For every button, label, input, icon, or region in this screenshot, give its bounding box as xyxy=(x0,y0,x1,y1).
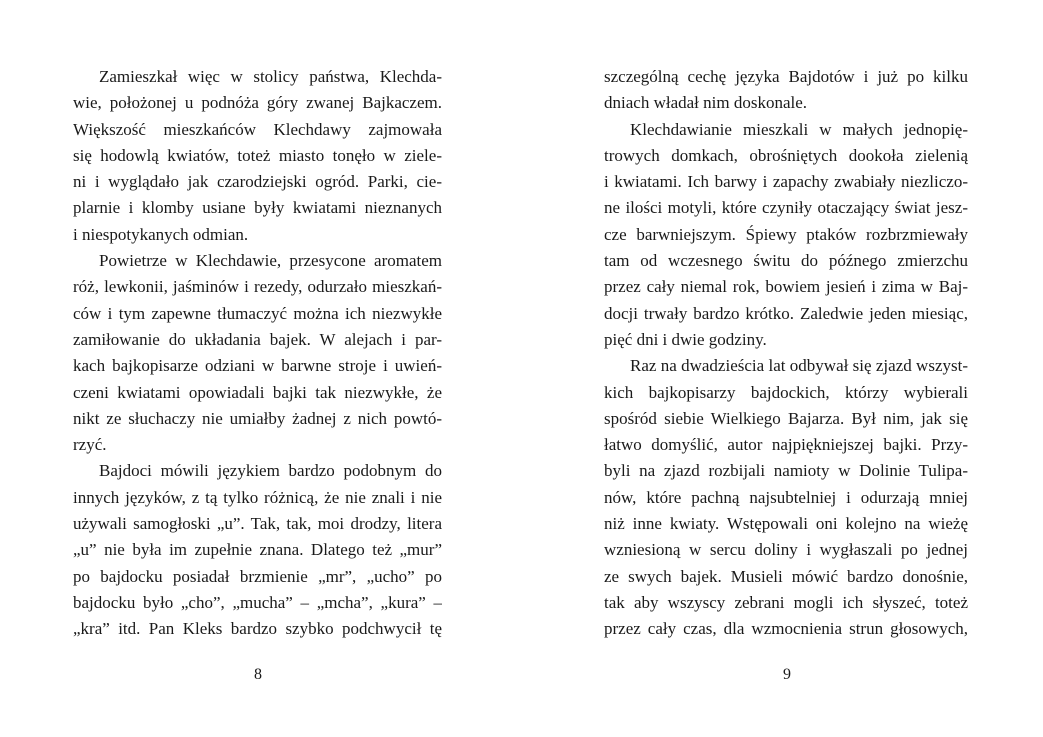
text-line: czeni kwiatami opowiadali bajki tak niezwykłe, że xyxy=(73,382,442,402)
text-line: nikt ze słuchaczy nie umiałby żadnej z nich powtó- xyxy=(73,408,442,428)
text-line: ze swych bajek. Musieli mówić bardzo donośnie, xyxy=(604,566,968,586)
text-line: przez cały czas, dla wzmocnienia strun głosowych, xyxy=(604,619,968,639)
text-line: spośród siebie Wielkiego Bajarza. Był nim, jak się xyxy=(604,408,968,428)
text-line: byli na zjazd rozbijali namioty w Dolinie Tulipa- xyxy=(604,461,968,481)
text-line: plarnie i klomby usiane były kwiatami nieznanych xyxy=(73,198,442,218)
text-line: kach bajkopisarze odziani w barwne stroje i uwień- xyxy=(73,356,442,376)
right-page xyxy=(521,0,1043,737)
text-line: łatwo domyślić, autor najpiękniejszej bajki. Przy- xyxy=(604,435,968,455)
text-line: przez cały niemal rok, bowiem jesień i zima w Baj- xyxy=(604,277,968,297)
left-page xyxy=(0,0,521,737)
text-line: kich bajkopisarzy bajdockich, którzy wybierali xyxy=(604,382,968,402)
text-line: „u” nie była im zupełnie znana. Dlatego też „mur” xyxy=(73,540,442,560)
text-line: Większość mieszkańców Klechdawy zajmowała xyxy=(73,119,442,139)
text-line: „kra” itd. Pan Kleks bardzo szybko podchwycił tę xyxy=(73,619,442,639)
text-line: nów, które pachną najsubtelniej i odurzają mniej xyxy=(604,487,968,507)
text-line: po bajdocku posiadał brzmienie „mr”, „ucho” po xyxy=(73,566,442,586)
text-line: trowych domkach, obrośniętych dookoła zielenią xyxy=(604,145,968,165)
text-line: rzyć. xyxy=(73,435,107,455)
text-line: docji trwały bardzo krótko. Zaledwie jeden miesiąc, xyxy=(604,303,968,323)
right-page-text xyxy=(604,64,968,643)
text-line: ców i tym zapewne tłumaczyć można ich niezwykłe xyxy=(73,303,442,323)
text-line: dniach władał nim doskonale. xyxy=(604,93,808,113)
text-line: Raz na dwadzieścia lat odbywał się zjazd wszyst- xyxy=(630,356,968,376)
left-page-text xyxy=(73,64,442,643)
text-line: wzniesioną w sercu doliny i wygłaszali po jednej xyxy=(604,540,968,560)
text-line: ni i wyglądało jak czarodziejski ogród. Parki, cie- xyxy=(73,172,442,192)
text-line: szczególną cechę języka Bajdotów i już po kilku xyxy=(604,67,968,86)
text-line: i niespotykanych odmian. xyxy=(73,224,249,244)
text-line: innych języków, z tą tylko różnicą, że nie znali i nie xyxy=(73,487,442,507)
text-line: Bajdoci mówili językiem bardzo podobnym do xyxy=(99,461,442,481)
right-page-number: 9 xyxy=(783,666,791,683)
text-line: niż inne kwiaty. Wstępowali oni kolejno na wieżę xyxy=(604,514,968,534)
text-line: i kwiatami. Ich barwy i zapachy zwabiały niezliczo- xyxy=(604,172,968,192)
text-line: Zamieszkał więc w stolicy państwa, Klechda- xyxy=(99,67,442,86)
text-line: Klechdawianie mieszkali w małych jednopię- xyxy=(630,119,968,139)
text-line: używali samogłoski „u”. Tak, tak, moi drodzy, litera xyxy=(73,514,442,534)
left-page-number: 8 xyxy=(254,666,262,683)
text-line: zamiłowanie do układania bajek. W alejach i par- xyxy=(73,329,442,349)
text-line: pięć dni i dwie godziny. xyxy=(604,329,767,349)
text-line: bajdocku było „cho”, „mucha” – „mcha”, „kura” – xyxy=(73,592,442,612)
text-line: Powietrze w Klechdawie, przesycone aromatem xyxy=(99,251,442,271)
text-line: ne ilości motyli, które czyniły otaczający świat jesz- xyxy=(604,198,968,218)
text-line: tam od wczesnego świtu do późnego zmierzchu xyxy=(604,251,968,271)
text-line: wie, położonej u podnóża góry zwanej Bajkaczem. xyxy=(73,93,442,113)
text-line: się hodowlą kwiatów, toteż miasto tonęło w ziele- xyxy=(73,145,442,165)
text-line: tak aby wszyscy zebrani mogli ich słyszeć, toteż xyxy=(604,592,968,612)
text-line: cze barwniejszym. Śpiewy ptaków rozbrzmiewały xyxy=(604,224,968,244)
text-line: róż, lewkonii, jaśminów i rezedy, odurzało mieszkań- xyxy=(73,277,442,297)
